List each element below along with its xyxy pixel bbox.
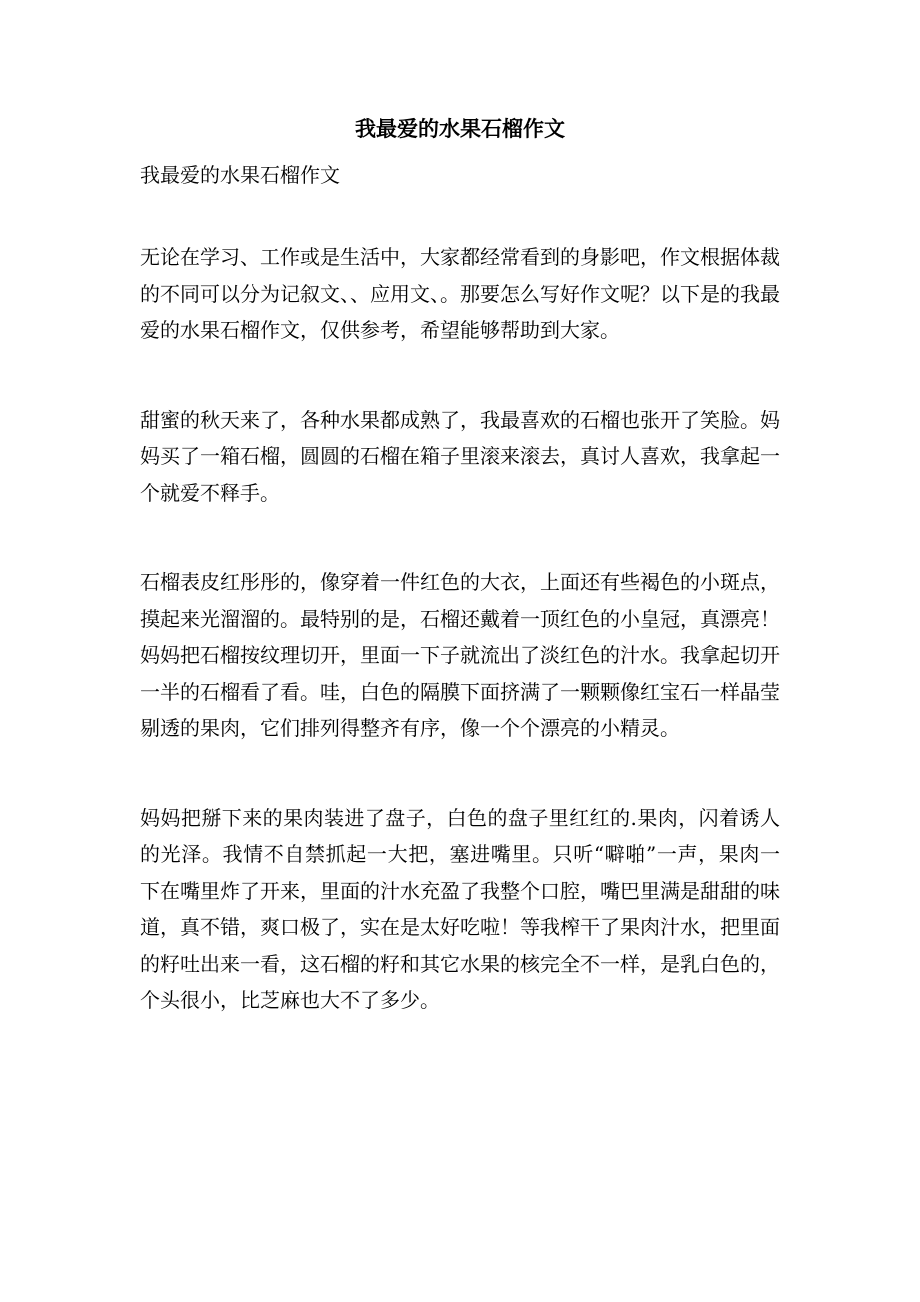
paragraph-intro: 无论在学习、工作或是生活中，大家都经常看到的身影吧，作文根据体裁的不同可以分为记叙文、、应用文、。那要怎么写好作文呢？以下是的我最爱的水果石榴作文，仅供参考，希望能够帮助到大家。 <box>140 245 780 342</box>
paragraph-autumn: 甜蜜的秋天来了，各种水果都成熟了，我最喜欢的石榴也张开了笑脸。妈妈买了一箱石榴，圆圆的石榴在箱子里滚来滚去，真讨人喜欢，我拿起一个就爱不释手。 <box>140 407 780 505</box>
document-body <box>140 239 780 1072</box>
paragraph-appearance: 石榴表皮红彤彤的，像穿着一件红色的大衣，上面还有些褐色的小斑点，摸起来光溜溜的。最特别的是，石榴还戴着一顶红色的小皇冠，真漂亮！妈妈把石榴按纹理切开，里面一下子就流出了淡红色的汁水。我拿起切开一半的石榴看了看。哇，白色的隔膜下面挤满了一颗颗像红宝石一样晶莹剔透的果肉，它们排列得整齐有序，像一个个漂亮的小精灵。 <box>140 570 780 740</box>
document-title: 我最爱的水果石榴作文 <box>355 116 565 141</box>
paragraph-tasting: 妈妈把掰下来的果肉装进了盘子，白色的盘子里红红的.果肉，闪着诱人的光泽。我情不自禁抓起一大把，塞进嘴里。只听“噼啪”一声，果肉一下在嘴里炸了开来，里面的汁水充盈了我整个口腔，嘴巴里满是甜甜的味道，真不错，爽口极了，实在是太好吃啦！等我榨干了果肉汁水，把里面的籽吐出来一看，这石榴的籽和其它水果的核完全不一样，是乳白色的，个头很小，比芝麻也大不了多少。 <box>140 805 780 1012</box>
document-subtitle: 我最爱的水果石榴作文 <box>140 163 340 187</box>
